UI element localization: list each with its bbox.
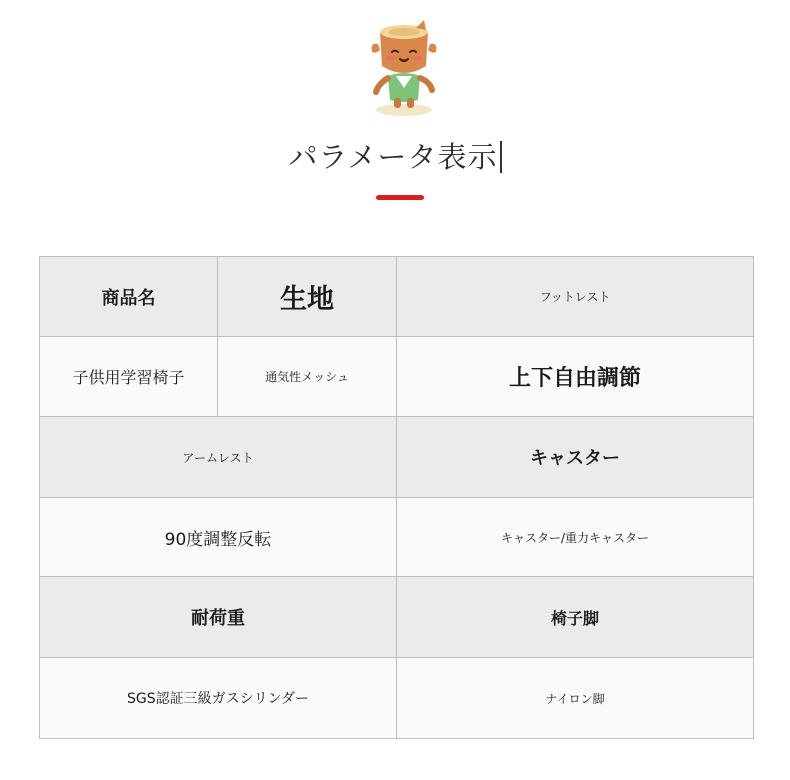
table-cell: フットレスト	[397, 257, 754, 337]
parameter-table	[39, 256, 754, 739]
table-cell: キャスター	[397, 417, 754, 498]
table-cell: 子供用学習椅子	[40, 337, 218, 417]
table-cell: 生地	[218, 257, 397, 337]
table-cell: 通気性メッシュ	[218, 337, 397, 417]
table-cell: アームレスト	[40, 417, 397, 498]
table-cell: 椅子脚	[397, 577, 754, 658]
table-row	[40, 337, 754, 417]
table-cell: 上下自由調節	[397, 337, 754, 417]
table-row	[40, 257, 754, 337]
table-cell: 90度調整反転	[40, 498, 397, 577]
page-title	[0, 134, 790, 180]
table-cell: キャスター/重力キャスター	[397, 498, 754, 577]
tree-stump-mascot-icon	[366, 18, 442, 118]
table-cell: 商品名	[40, 257, 218, 337]
table-row	[40, 658, 754, 739]
table-row	[40, 577, 754, 658]
table-row	[40, 498, 754, 577]
table-cell: SGS認証三級ガスシリンダー	[40, 658, 397, 739]
title-underline	[376, 195, 424, 200]
table-cell: ナイロン脚	[397, 658, 754, 739]
table-cell: 耐荷重	[40, 577, 397, 658]
page-title-text: パラメータ表示	[288, 140, 498, 174]
table-row	[40, 417, 754, 498]
text-cursor	[500, 141, 502, 173]
